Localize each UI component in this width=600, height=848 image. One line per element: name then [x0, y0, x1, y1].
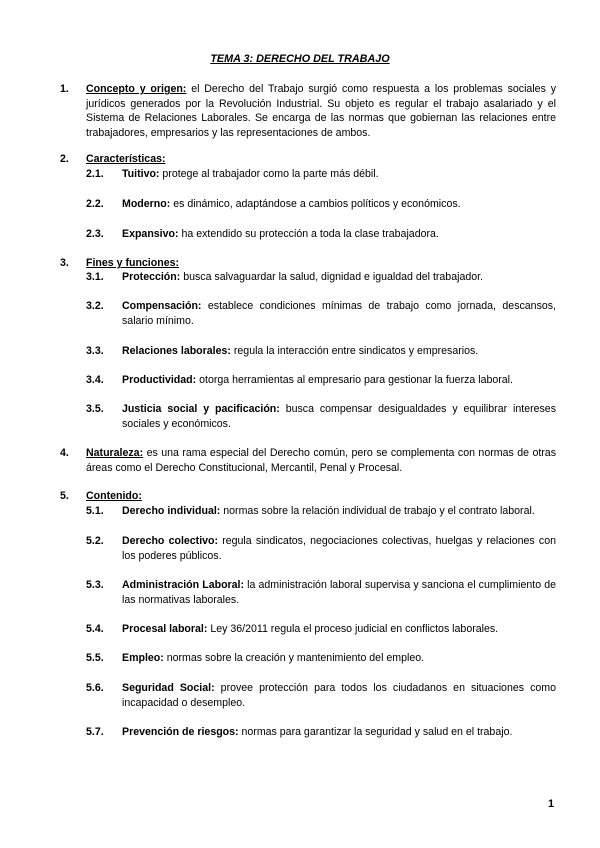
item-title: Administración Laboral: — [122, 579, 245, 591]
list-item — [86, 578, 556, 607]
section-heading: Naturaleza: — [86, 447, 144, 459]
list-item — [86, 725, 556, 740]
item-title: Compensación: — [122, 300, 202, 312]
item-text: busca salvaguardar la salud, dignidad e igualdad del trabajador. — [180, 271, 484, 283]
section-number: 1. — [60, 83, 69, 95]
item-number: 5.1. — [86, 505, 104, 517]
item-number: 3.5. — [86, 403, 104, 415]
page-number: 1 — [548, 798, 555, 810]
item-title: Procesal laboral: — [122, 623, 208, 635]
item-text: Ley 36/2011 regula el proceso judicial en conflictos laborales. — [207, 623, 499, 635]
item-text: normas sobre la creación y mantenimiento del empleo. — [163, 652, 425, 664]
item-title: Derecho colectivo: — [122, 535, 219, 547]
section-number: 2. — [60, 153, 69, 165]
item-text: regula sindicatos, negociaciones colectivas, huelgas y relaciones con los poderes públicos. — [122, 535, 556, 562]
list-item — [86, 270, 556, 285]
list-item — [86, 227, 556, 242]
item-title: Derecho individual: — [122, 505, 221, 517]
item-number: 2.1. — [86, 168, 104, 180]
list-item — [86, 651, 556, 666]
section-heading: Concepto y origen: — [86, 83, 187, 95]
item-number: 5.7. — [86, 726, 104, 738]
item-number: 3.3. — [86, 345, 104, 357]
section-heading: Contenido: — [86, 490, 142, 502]
section-number: 3. — [60, 257, 69, 269]
item-number: 5.5. — [86, 652, 104, 664]
list-item — [86, 197, 556, 212]
list-item — [86, 167, 556, 182]
item-title: Expansivo: — [122, 228, 179, 240]
list-item — [86, 299, 556, 328]
list-item — [86, 534, 556, 563]
item-number: 2.2. — [86, 198, 104, 210]
item-number: 3.4. — [86, 374, 104, 386]
section-caracteristicas — [60, 152, 556, 167]
item-text: normas sobre la relación individual de trabajo y el contrato laboral. — [220, 505, 535, 517]
item-number: 5.4. — [86, 623, 104, 635]
list-item — [86, 373, 556, 388]
item-number: 5.2. — [86, 535, 104, 547]
item-title: Empleo: — [122, 652, 164, 664]
item-number: 5.3. — [86, 579, 104, 591]
section-heading: Características: — [86, 153, 166, 165]
item-title: Relaciones laborales: — [122, 345, 231, 357]
section-text: es una rama especial del Derecho común, pero se complementa con normas de otras áreas como el Derecho Constitucional, Mercantil, Penal y Procesal. — [86, 447, 556, 474]
item-text: la administración laboral supervisa y sanciona el cumplimiento de las normativas laborales. — [122, 579, 556, 606]
item-text: otorga herramientas al empresario para gestionar la fuerza laboral. — [196, 374, 513, 386]
document-title: TEMA 3: DERECHO DEL TRABAJO — [210, 53, 390, 65]
item-text: normas para garantizar la seguridad y salud en el trabajo. — [238, 726, 513, 738]
section-naturaleza — [60, 446, 556, 475]
item-text: ha extendido su protección a toda la clase trabajadora. — [178, 228, 439, 240]
item-text: protege al trabajador como la parte más débil. — [159, 168, 379, 180]
section-text: el Derecho del Trabajo surgió como respuesta a los problemas sociales y jurídicos generados por la Revolución Industrial. Su objeto es regular el trabajo asalariado y el Sistema de Relaciones Laborales. Se encarga de las normas que gobiernan las relaciones entre trabajadores, empresarios y las representaciones de ambos. — [86, 83, 557, 139]
item-text: regula la interacción entre sindicatos y empresarios. — [230, 345, 479, 357]
item-number: 3.1. — [86, 271, 104, 283]
list-item — [86, 504, 556, 519]
item-number: 5.6. — [86, 682, 104, 694]
item-title: Justicia social y pacificación: — [122, 403, 280, 415]
section-number: 5. — [60, 490, 69, 502]
item-text: es dinámico, adaptándose a cambios políticos y económicos. — [170, 198, 461, 210]
item-title: Protección: — [122, 271, 181, 283]
item-title: Seguridad Social: — [122, 682, 215, 694]
item-title: Tuitivo: — [122, 168, 160, 180]
list-item — [86, 344, 556, 359]
item-text: provee protección para todos los ciudadanos en situaciones como incapacidad o desempleo. — [122, 682, 557, 709]
item-title: Productividad: — [122, 374, 197, 386]
item-number: 2.3. — [86, 228, 104, 240]
item-number: 3.2. — [86, 300, 104, 312]
item-title: Moderno: — [122, 198, 171, 210]
item-text: busca compensar desigualdades y equilibrar intereses sociales y económicos. — [122, 403, 556, 430]
item-text: establece condiciones mínimas de trabajo como jornada, descansos, salario mínimo. — [122, 300, 556, 327]
section-contenido — [60, 489, 556, 504]
section-fines — [60, 256, 556, 271]
section-heading: Fines y funciones: — [86, 257, 180, 269]
section-number: 4. — [60, 447, 69, 459]
item-title: Prevención de riesgos: — [122, 726, 239, 738]
list-item — [86, 402, 556, 431]
list-item — [86, 681, 556, 710]
list-item — [86, 622, 556, 637]
section-concepto — [60, 82, 556, 140]
